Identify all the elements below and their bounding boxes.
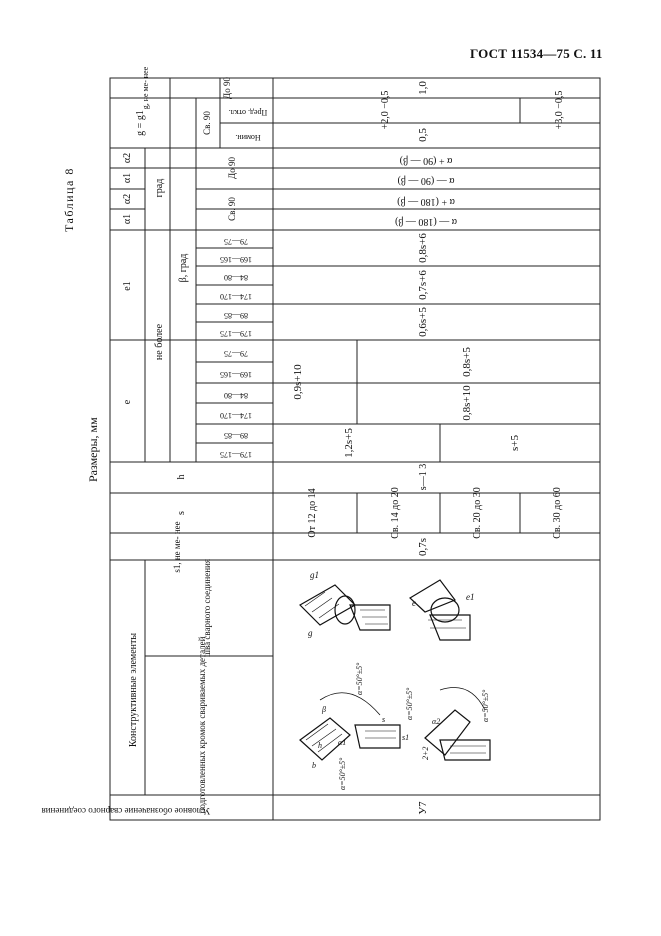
- table-caption-text: Таблица 8: [62, 167, 76, 232]
- col-not-more: не более: [154, 323, 165, 361]
- col-e: e: [122, 399, 133, 405]
- e1-value: 0,6s+5: [417, 307, 429, 337]
- designation: У7: [417, 801, 429, 815]
- h-value: s—1 3: [418, 463, 429, 491]
- col-sv90-b: Св. 90: [227, 197, 237, 221]
- s-range: Св. 20 до 30: [472, 487, 483, 539]
- label-alpha-bottom: α=50°±5°: [338, 757, 347, 790]
- g-tol-a: +2,0 −0,5: [380, 90, 391, 130]
- col-nomin: Номин.: [235, 133, 261, 142]
- label-alpha2: α2: [432, 717, 441, 726]
- col-alpha2b: α2: [122, 152, 133, 164]
- col-weld-seam: шва сварного соединения: [202, 559, 212, 657]
- g-nomin: 0,5: [417, 128, 429, 142]
- label-alpha-2: α=50°±5°: [405, 687, 414, 720]
- e-value-e: 0,8s+5: [461, 347, 473, 377]
- label-h: h: [318, 741, 322, 750]
- s1-value: 0,7s: [417, 537, 429, 557]
- col-g-nemenee: g, не ме- нее: [141, 66, 150, 110]
- col-alpha1: α1: [122, 213, 133, 225]
- units-caption-text: Размеры, мм: [86, 417, 100, 482]
- beta-range: 79—75: [224, 237, 248, 246]
- g-min: 1,0: [417, 81, 429, 95]
- col-s1: s1, не ме- нее: [172, 521, 182, 573]
- e1-value: 0,8s+6: [417, 233, 429, 263]
- beta-range: 89—85: [224, 311, 248, 320]
- col-g-g1: g = g1: [135, 110, 146, 136]
- label-gap: 2+2: [421, 746, 430, 760]
- label-alpha: α=50°±5°: [355, 662, 364, 695]
- page-header: ГОСТ 11534—75 С. 11: [470, 46, 603, 61]
- alpha-value: α — (90 — β): [397, 175, 455, 186]
- e-value-b: s+5: [509, 435, 521, 451]
- alpha-value: α — (180 — β): [395, 216, 457, 227]
- edge-preparation-drawing: [300, 688, 490, 761]
- label-b: b: [312, 761, 316, 770]
- beta-range: 79—75: [224, 349, 248, 358]
- e1-value: 0,7s+6: [417, 270, 429, 300]
- label-e: e: [412, 598, 416, 608]
- table-grid: [110, 78, 600, 820]
- s-range: Св. 14 до 20: [390, 487, 401, 539]
- col-alpha1b: α1: [122, 172, 133, 184]
- col-do90-b: До 90: [227, 157, 237, 179]
- s-range: Св. 30 до 60: [552, 487, 563, 539]
- col-beta: β, град: [178, 253, 189, 283]
- col-h: h: [176, 474, 187, 480]
- e-value-d: 0,8s+10: [461, 385, 473, 421]
- beta-range: 89—85: [224, 431, 248, 440]
- g-tol-b: +3,0 −0,5: [554, 90, 565, 130]
- e-value-a: 1,2s+5: [343, 428, 355, 458]
- e-value-c: 0,9s+10: [292, 364, 304, 400]
- s-range: От 12 до 14: [307, 488, 318, 538]
- label-s1: s1: [402, 733, 410, 742]
- col-s: s: [176, 511, 187, 515]
- alpha-value: α + (90 — β): [399, 155, 453, 166]
- col-sv90-a: Св. 90: [202, 111, 212, 135]
- col-elements: Конструктивные элементы: [128, 632, 139, 748]
- col-prepared-edges: подготовленных кромок свариваемых деталей: [197, 636, 207, 814]
- weld-seam-drawing: [300, 580, 470, 640]
- col-designation: Условное обозначение сварного соединения: [41, 806, 211, 816]
- label-e1: e1: [466, 592, 475, 602]
- beta-range: 174—170: [220, 411, 252, 420]
- col-alpha2: α2: [122, 193, 133, 205]
- label-g: g: [308, 628, 313, 638]
- beta-range: 174—170: [220, 292, 252, 301]
- beta-range: 84—80: [224, 391, 248, 400]
- col-pred-otkl: Пред. откл.: [228, 108, 268, 117]
- label-alpha-3: α=50°±5°: [481, 689, 490, 722]
- label-beta: β: [322, 705, 326, 714]
- col-e1: e1: [122, 281, 133, 291]
- label-s: s: [382, 715, 386, 724]
- beta-range: 84—80: [224, 273, 248, 282]
- col-do90-a: До 90: [222, 77, 232, 99]
- beta-range: 169—165: [220, 255, 252, 264]
- label-alpha1: α1: [338, 738, 347, 747]
- beta-range: 179—175: [220, 329, 252, 338]
- beta-range: 179—175: [220, 450, 252, 459]
- label-g1: g1: [310, 570, 319, 580]
- col-grad: град: [154, 178, 165, 198]
- alpha-value: α + (180 — β): [397, 196, 455, 207]
- beta-range: 169—165: [220, 370, 252, 379]
